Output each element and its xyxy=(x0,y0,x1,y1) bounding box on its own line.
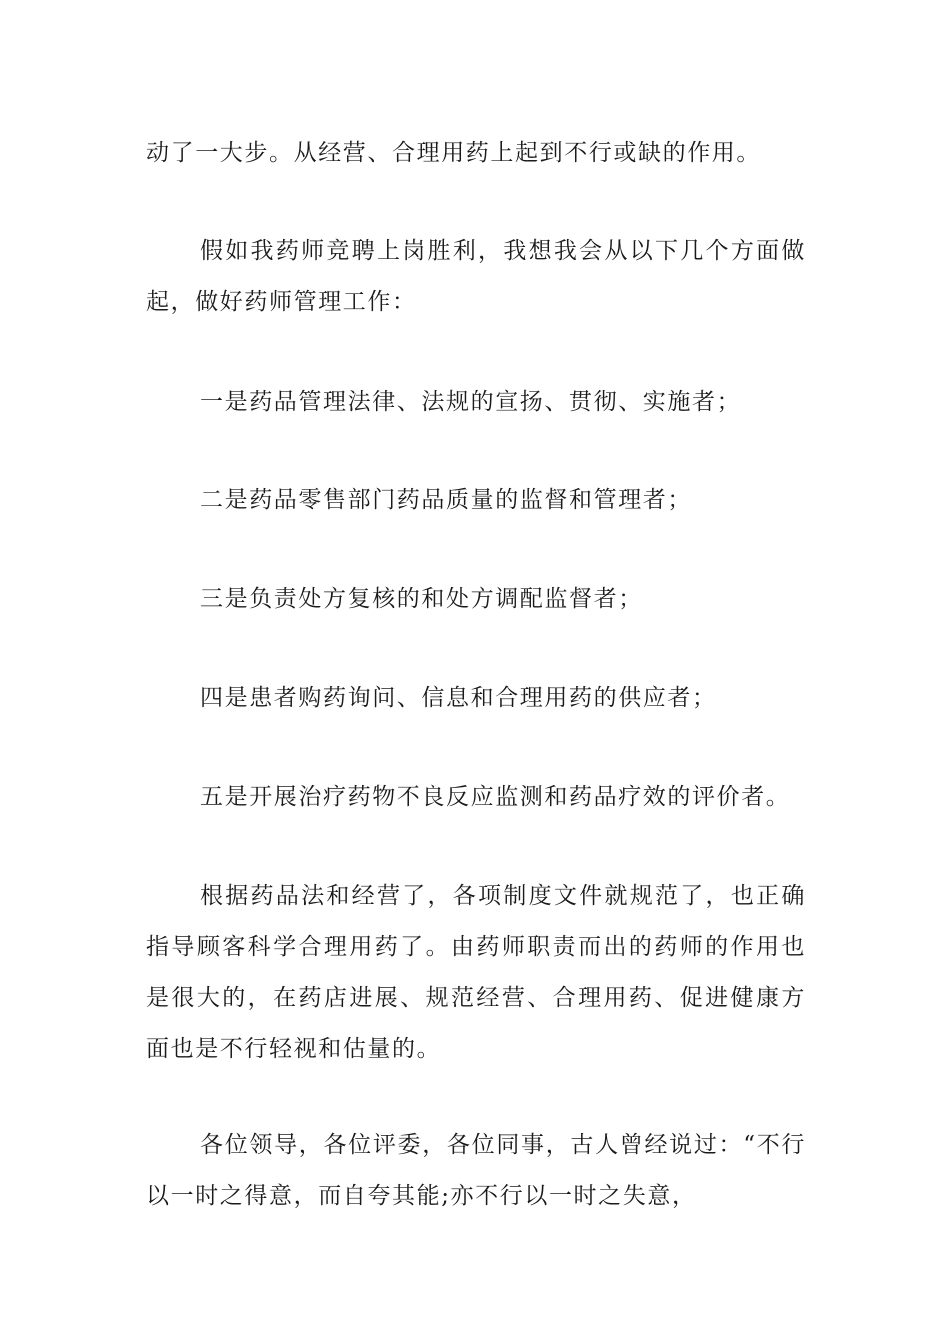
paragraph-regulation: 根据药品法和经营了，各项制度文件就规范了，也正确指导顾客科学合理用药了。由药师职责而出的药师的作用也是很大的，在药店进展、规范经营、合理用药、促进健康方面也是不行轻视和估量的。 xyxy=(146,883,806,1062)
list-item-2: 二是药品零售部门药品质量的监督和管理者； xyxy=(200,487,692,513)
paragraph-closing: 各位领导，各位评委，各位同事，古人曾经说过：“不行以一时之得意，而自夸其能;亦不行以一时之失意， xyxy=(146,1132,806,1209)
list-item-1: 一是药品管理法律、法规的宣扬、贯彻、实施者； xyxy=(200,389,742,415)
list-item-3: 三是负责处方复核的和处方调配监督者； xyxy=(200,586,643,612)
paragraph-continuation: 动了一大步。从经营、合理用药上起到不行或缺的作用。 xyxy=(146,140,761,166)
list-item-4: 四是患者购药询问、信息和合理用药的供应者； xyxy=(200,685,717,711)
paragraph-intro: 假如我药师竞聘上岗胜利，我想我会从以下几个方面做起，做好药师管理工作： xyxy=(146,238,806,315)
list-item-5: 五是开展治疗药物不良反应监测和药品疗效的评价者。 xyxy=(200,784,791,810)
